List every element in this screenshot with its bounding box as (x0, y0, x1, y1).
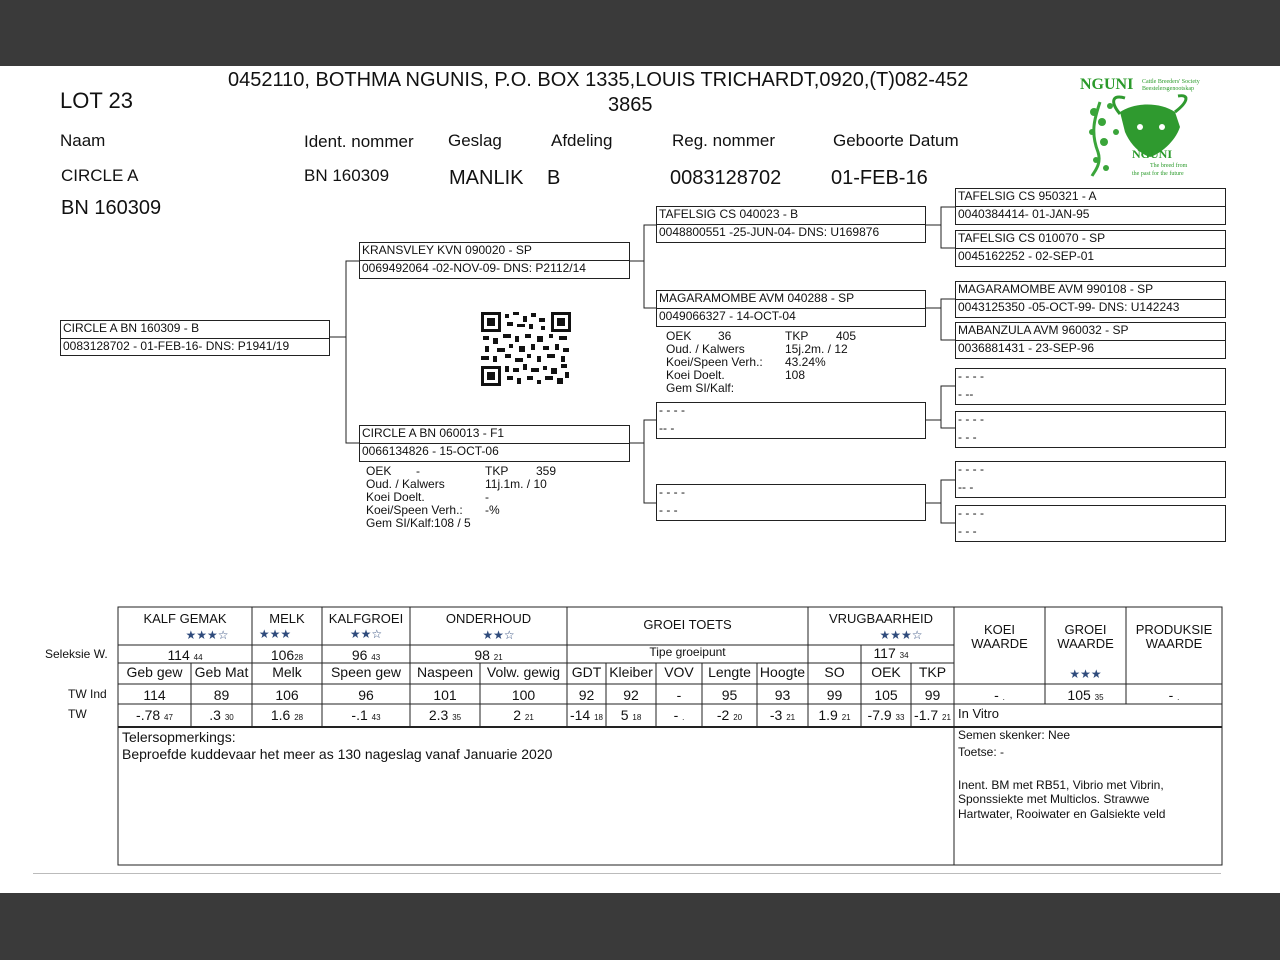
label-geboorte: Geboorte Datum (833, 131, 959, 150)
twind-produksie: - . (1168, 687, 1180, 703)
label-ident: Ident. nommer (304, 132, 414, 151)
column-header: TKP (918, 664, 947, 680)
row-label-twind: TW Ind (68, 687, 107, 701)
tw-value: -.78 47 (136, 707, 173, 723)
lot-number: LOT 23 (60, 88, 133, 113)
sire-dam-info: OEK 36 TKP 405 Oud. / Kalwers 15j.2m. / 12 Koei/Speen Verh.: 43.24% Koei Doelt. 108 Gem SI/Kalf: (666, 329, 857, 395)
sel-kalfgroei: 96 43 (351, 647, 381, 663)
tw-value: .3 30 (209, 707, 234, 723)
vaccination-1: Inent. BM met RB51, Vibrio met Vibrin, (958, 778, 1164, 792)
breeder-line-1: 0452110, BOTHMA NGUNIS, P.O. BOX 1335,LOUIS TRICHARDT,0920,(T)082-452 (228, 69, 969, 91)
bottom-rule (33, 873, 1221, 874)
column-header: Melk (272, 664, 302, 680)
tw-value: -1.7 21 (914, 707, 951, 723)
label-afdeling: Afdeling (551, 131, 613, 150)
column-header: Geb Mat (194, 664, 249, 680)
logo-tagline-2: the past for the future (1132, 171, 1184, 177)
tw-ind-value: 99 (826, 687, 843, 703)
tw-ind-value: 106 (275, 687, 299, 703)
pedigree-ss-sire: TAFELSIG CS 950321 - A 0040384414- 01-JAN-95 (955, 188, 1226, 225)
tw-value: 1.9 21 (818, 707, 851, 723)
animal-section: B (547, 167, 561, 189)
pedigree-sd-sire: MAGARAMOMBE AVM 990108 - SP 0043125350 -05-OCT-99- DNS: U142243 (955, 281, 1226, 318)
dam-info: OEK - TKP 359 Oud. / Kalwers 11j.1m. / 10 Koei Doelt. - Koei/Speen Verh.: -% Gem SI/Kalf:108 / 5 (366, 464, 557, 530)
in-vitro: In Vitro (958, 706, 999, 721)
column-header: Naspeen (416, 664, 474, 680)
group-kalfgroei: KALFGROEI (328, 611, 404, 626)
semen-donor: Semen skenker: Nee (958, 728, 1071, 742)
pedigree-dd-sire: - - - - -- - (955, 461, 1226, 498)
tw-ind-value: 99 (924, 687, 941, 703)
tw-ind-value: 114 (143, 687, 166, 703)
tw-value: -2 20 (716, 707, 743, 723)
row-label-seleksie: Seleksie W. (45, 647, 108, 661)
stars-onderhoud: ★★☆ (482, 628, 515, 642)
animal-ident: BN 160309 (304, 166, 390, 185)
animal-dob: 01-FEB-16 (831, 167, 928, 189)
pedigree-ds-dam: - - - - - - - (955, 411, 1226, 448)
tw-value: 5 18 (620, 707, 642, 723)
sel-onderhoud: 98 21 (474, 647, 503, 663)
logo-brand-2: NGUNI (1132, 147, 1173, 161)
column-header: VOV (664, 664, 694, 680)
tw-ind-value: 92 (623, 687, 639, 703)
tw-value: -14 18 (569, 707, 604, 723)
group-kalf-gemak: KALF GEMAK (143, 611, 227, 626)
column-header: OEK (871, 664, 901, 680)
pedigree-sire: KRANSVLEY KVN 090020 - SP 0069492064 -02-NOV-09- DNS: P2112/14 (359, 242, 630, 279)
row-label-tw: TW (68, 707, 87, 721)
tw-ind-value: - (676, 687, 682, 703)
group-koei-waarde: KOEI WAARDE (971, 622, 1028, 651)
column-header: Hoogte (759, 664, 806, 680)
logo-society-2: Beestelersgenootskap (1142, 86, 1194, 92)
stars-kalf-gemak: ★★★☆ (185, 628, 229, 642)
pedigree-ds-sire: - - - - - -- (955, 368, 1226, 405)
stars-groei-waarde: ★★★ (1069, 667, 1102, 681)
group-tipe-groeipunt: Tipe groeipunt (649, 645, 726, 659)
stars-vrugbaarheid: ★★★☆ (879, 628, 923, 642)
group-onderhoud: ONDERHOUD (445, 611, 532, 626)
pedigree-sire-sire: TAFELSIG CS 040023 - B 0048800551 -25-JUN-04- DNS: U169876 (656, 206, 926, 243)
sel-kalf-gemak: 114 44 (167, 647, 203, 663)
label-reg: Reg. nommer (672, 131, 775, 150)
sel-vrugbaarheid: 117 34 (873, 645, 909, 661)
tw-value: 2.3 35 (428, 707, 462, 723)
pedigree-dam: CIRCLE A BN 060013 - F1 0066134826 - 15-OCT-06 (359, 425, 630, 462)
animal-sex: MANLIK (449, 167, 524, 189)
animal-reg: 0083128702 (670, 167, 782, 189)
tw-ind-value: 92 (578, 687, 595, 703)
tw-ind-value: 105 (874, 687, 898, 703)
pedigree-dd-dam: - - - - - - - (955, 505, 1226, 542)
pedigree-dam-dam: - - - - - - - (656, 484, 926, 521)
group-groei-waarde: GROEI WAARDE (1057, 622, 1114, 651)
tests: Toetse: - (958, 745, 1005, 759)
pedigree-dam-sire: - - - - -- - (656, 402, 926, 439)
logo-society-1: Cattle Breeders' Society (1142, 79, 1200, 85)
tw-value: - . (673, 707, 685, 723)
sel-melk: 10628 (270, 647, 304, 663)
tw-value: -3 21 (769, 707, 796, 723)
column-header: GDT (571, 664, 602, 680)
group-melk: MELK (269, 611, 305, 626)
tw-value: 2 21 (513, 707, 534, 723)
column-header: Speen gew (330, 664, 402, 680)
stars-kalfgroei: ★★☆ (349, 627, 383, 641)
group-produksie-waarde: PRODUKSIE WAARDE (1135, 622, 1213, 651)
animal-ident-large: BN 160309 (61, 197, 162, 219)
tw-value: -7.9 33 (867, 707, 905, 723)
tw-ind-value: 89 (213, 687, 230, 703)
label-geslag: Geslag (448, 131, 502, 150)
remarks-text: Beproefde kuddevaar het meer as 130 nageslag vanaf Januarie 2020 (122, 746, 553, 762)
tw-ind-value: 101 (433, 687, 457, 703)
pedigree-self: CIRCLE A BN 160309 - B 0083128702 - 01-FEB-16- DNS: P1941/19 (60, 320, 330, 356)
twind-koei: - . (994, 687, 1005, 703)
label-naam: Naam (60, 131, 106, 150)
animal-name: CIRCLE A (61, 166, 139, 185)
tw-ind-value: 100 (511, 687, 536, 703)
vaccination-3: Hartwater, Rooiwater en Galsiekte veld (958, 807, 1166, 821)
vaccination-2: Sponssiekte met Multiclos. Strawwe (958, 792, 1150, 806)
stars-melk: ★★★ (258, 627, 292, 641)
pedigree-sire-dam: MAGARAMOMBE AVM 040288 - SP 0049066327 - 14-OCT-04 (656, 290, 926, 327)
pedigree-sd-dam: MABANZULA AVM 960032 - SP 0036881431 - 23-SEP-96 (955, 322, 1226, 359)
column-header: Lengte (708, 664, 751, 680)
group-groei-toets: GROEI TOETS (643, 617, 732, 632)
group-vrugbaarheid: VRUGBAARHEID (828, 611, 934, 626)
tw-ind-value: 96 (358, 687, 374, 703)
remarks-title: Telersopmerkings: (122, 729, 236, 745)
tw-ind-value: 93 (774, 687, 791, 703)
breeder-line-2: 3865 (608, 94, 653, 116)
column-header: Volw. gewig (486, 664, 561, 680)
column-header: Kleiber (609, 664, 653, 680)
column-header: Geb gew (126, 664, 183, 680)
pedigree-ss-dam: TAFELSIG CS 010070 - SP 0045162252 - 02-SEP-01 (955, 230, 1226, 267)
logo-tagline-1: The breed from (1150, 163, 1188, 169)
tw-value: 1.6 28 (270, 707, 304, 723)
twind-groei: 105 35 (1067, 687, 1104, 703)
column-header: SO (824, 664, 845, 680)
tw-ind-value: 95 (721, 687, 738, 703)
tw-value: -.1 43 (351, 707, 381, 723)
logo-brand: NGUNI (1080, 76, 1134, 93)
